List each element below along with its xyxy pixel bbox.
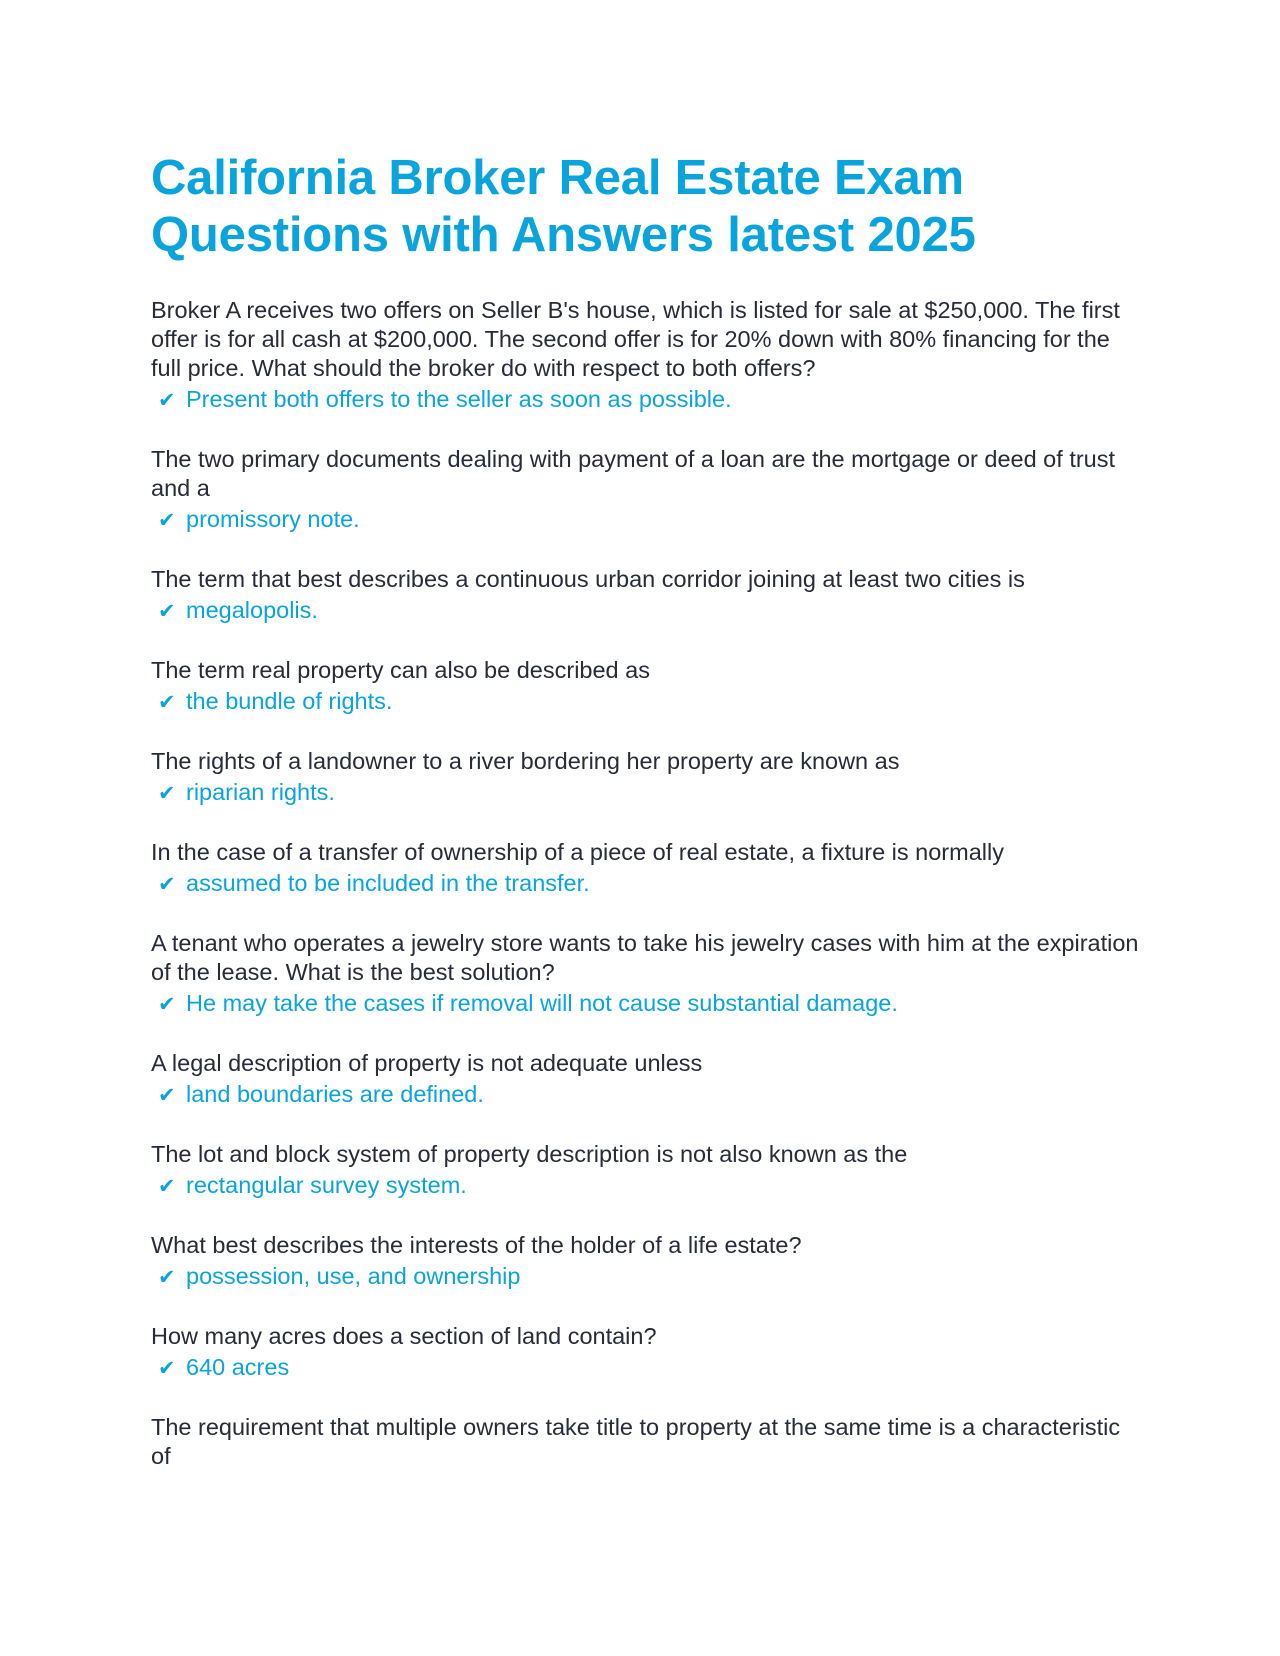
answer-line bbox=[158, 989, 1141, 1019]
checkmark-icon: ✔ bbox=[158, 1175, 176, 1198]
checkmark-icon: ✔ bbox=[158, 782, 176, 805]
question-text: In the case of a transfer of ownership of a piece of real estate, a fixture is normally bbox=[151, 839, 1004, 865]
question-text: The lot and block system of property description is not also known as the bbox=[151, 1141, 908, 1167]
answer-line bbox=[158, 1171, 1141, 1201]
answer-text: rectangular survey system. bbox=[186, 1172, 467, 1198]
answer-line bbox=[158, 869, 1141, 899]
qa-item bbox=[151, 1322, 1141, 1383]
answer-text: possession, use, and ownership bbox=[186, 1263, 521, 1289]
answer-text: the bundle of rights. bbox=[186, 688, 393, 714]
question-text: The term that best describes a continuous urban corridor joining at least two cities is bbox=[151, 566, 1025, 592]
qa-item bbox=[151, 1140, 1141, 1201]
answer-line bbox=[158, 596, 1141, 626]
question-text: A tenant who operates a jewelry store wants to take his jewelry cases with him at the expiration of the lease. What is the best solution? bbox=[151, 930, 1139, 985]
answer-text: 640 acres bbox=[186, 1354, 290, 1380]
answer-line bbox=[158, 1262, 1141, 1292]
question-text: Broker A receives two offers on Seller B's house, which is listed for sale at $250,000. The first offer is for all cash at $200,000. The second offer is for 20% down with 80% financing for the full price. What should the broker do with respect to both offers? bbox=[151, 297, 1120, 381]
qa-item bbox=[151, 929, 1141, 1019]
checkmark-icon: ✔ bbox=[158, 389, 176, 412]
answer-text: Present both offers to the seller as soon as possible. bbox=[186, 386, 732, 412]
qa-item bbox=[151, 838, 1141, 899]
qa-list bbox=[151, 296, 1141, 1471]
document-page bbox=[151, 150, 1141, 1501]
checkmark-icon: ✔ bbox=[158, 1084, 176, 1107]
qa-item bbox=[151, 565, 1141, 626]
checkmark-icon: ✔ bbox=[158, 1266, 176, 1289]
answer-text: land boundaries are defined. bbox=[186, 1081, 484, 1107]
answer-line bbox=[158, 505, 1141, 535]
qa-item bbox=[151, 1049, 1141, 1110]
checkmark-icon: ✔ bbox=[158, 1357, 176, 1380]
answer-text: assumed to be included in the transfer. bbox=[186, 870, 590, 896]
answer-line bbox=[158, 1080, 1141, 1110]
answer-text: megalopolis. bbox=[186, 597, 318, 623]
checkmark-icon: ✔ bbox=[158, 993, 176, 1016]
checkmark-icon: ✔ bbox=[158, 873, 176, 896]
question-text: What best describes the interests of the holder of a life estate? bbox=[151, 1232, 802, 1258]
question-text: The rights of a landowner to a river bordering her property are known as bbox=[151, 748, 900, 774]
answer-text: promissory note. bbox=[186, 506, 360, 532]
question-text: The requirement that multiple owners take title to property at the same time is a characteristic of bbox=[151, 1414, 1121, 1469]
checkmark-icon: ✔ bbox=[158, 509, 176, 532]
answer-text: He may take the cases if removal will not cause substantial damage. bbox=[186, 990, 898, 1016]
answer-line bbox=[158, 687, 1141, 717]
answer-text: riparian rights. bbox=[186, 779, 335, 805]
qa-item bbox=[151, 445, 1141, 535]
answer-line bbox=[158, 1353, 1141, 1383]
question-text: How many acres does a section of land contain? bbox=[151, 1323, 657, 1349]
checkmark-icon: ✔ bbox=[158, 600, 176, 623]
qa-item bbox=[151, 747, 1141, 808]
qa-item bbox=[151, 1413, 1141, 1471]
qa-item bbox=[151, 1231, 1141, 1292]
checkmark-icon: ✔ bbox=[158, 691, 176, 714]
question-text: A legal description of property is not adequate unless bbox=[151, 1050, 703, 1076]
question-text: The two primary documents dealing with payment of a loan are the mortgage or deed of trust and a bbox=[151, 446, 1116, 501]
answer-line bbox=[158, 385, 1141, 415]
document-title: California Broker Real Estate Exam Questions with Answers latest 2025 bbox=[151, 151, 976, 262]
qa-item bbox=[151, 656, 1141, 717]
question-text: The term real property can also be described as bbox=[151, 657, 650, 683]
answer-line bbox=[158, 778, 1141, 808]
qa-item bbox=[151, 296, 1141, 415]
